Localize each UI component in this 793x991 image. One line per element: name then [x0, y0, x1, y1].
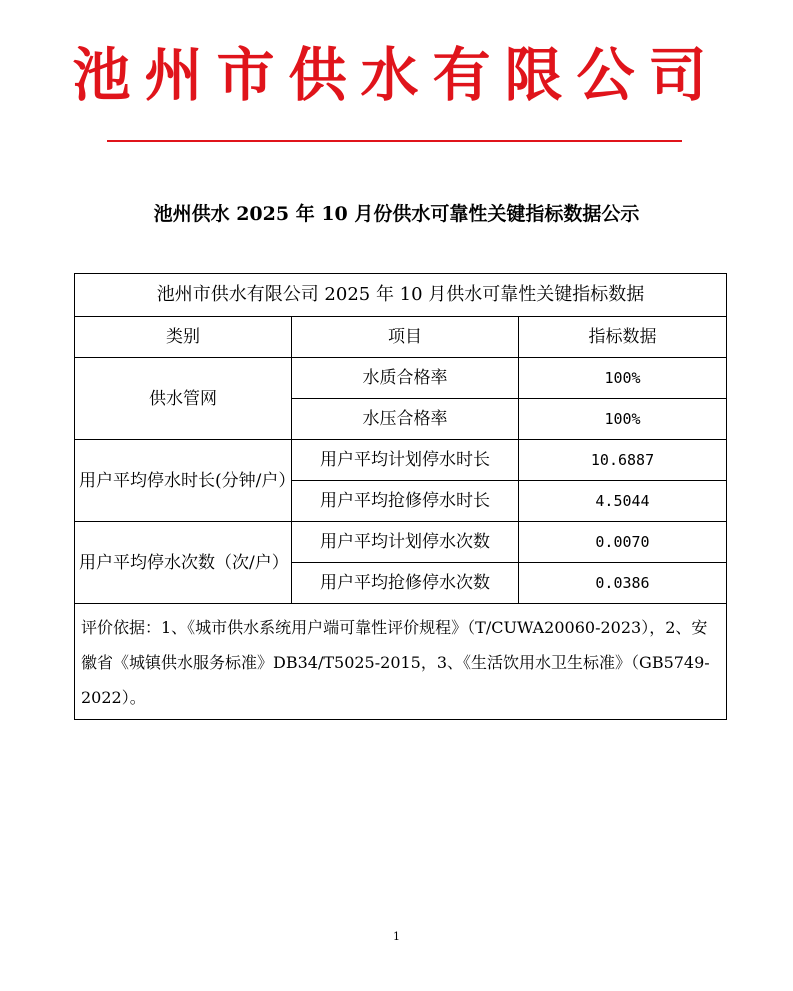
reliability-indicator-table: [74, 273, 727, 720]
value-cell: 100%: [519, 358, 727, 399]
evaluation-basis-text: 评价依据：1、《城市供水系统用户端可靠性评价规程》（T/CUWA20060-2023），2、安徽省《城镇供水服务标准》DB34/T5025-2015，3、《生活饮用水卫生标准》（GB5749-2022）。: [75, 604, 727, 720]
category-cell-pipe-network: 供水管网: [75, 358, 292, 440]
page-number: 1: [393, 930, 400, 943]
column-header-value: 指标数据: [519, 317, 727, 358]
company-letterhead-title: 池州市供水有限公司: [72, 41, 721, 109]
category-cell-outage-duration: 用户平均停水时长(分钟/户）: [75, 440, 292, 522]
table-row: [75, 522, 727, 563]
letterhead-divider: [107, 140, 682, 142]
value-cell: 4.5044: [519, 481, 727, 522]
item-cell: 用户平均抢修停水次数: [292, 563, 519, 604]
evaluation-basis-row: [75, 604, 727, 720]
item-cell: 水压合格率: [292, 399, 519, 440]
table-row: [75, 440, 727, 481]
item-cell: 用户平均计划停水时长: [292, 440, 519, 481]
item-cell: 用户平均抢修停水时长: [292, 481, 519, 522]
document-title: 池州供水 2025 年 10 月份供水可靠性关键指标数据公示: [153, 203, 640, 225]
item-cell: 水质合格率: [292, 358, 519, 399]
category-cell-outage-frequency: 用户平均停水次数（次/户）: [75, 522, 292, 604]
table-row: [75, 358, 727, 399]
value-cell: 100%: [519, 399, 727, 440]
column-header-category: 类别: [75, 317, 292, 358]
item-cell: 用户平均计划停水次数: [292, 522, 519, 563]
value-cell: 0.0386: [519, 563, 727, 604]
table-caption: 池州市供水有限公司 2025 年 10 月供水可靠性关键指标数据: [75, 274, 727, 317]
table-header-row: [75, 317, 727, 358]
value-cell: 10.6887: [519, 440, 727, 481]
table-caption-row: [75, 274, 727, 317]
column-header-item: 项目: [292, 317, 519, 358]
value-cell: 0.0070: [519, 522, 727, 563]
